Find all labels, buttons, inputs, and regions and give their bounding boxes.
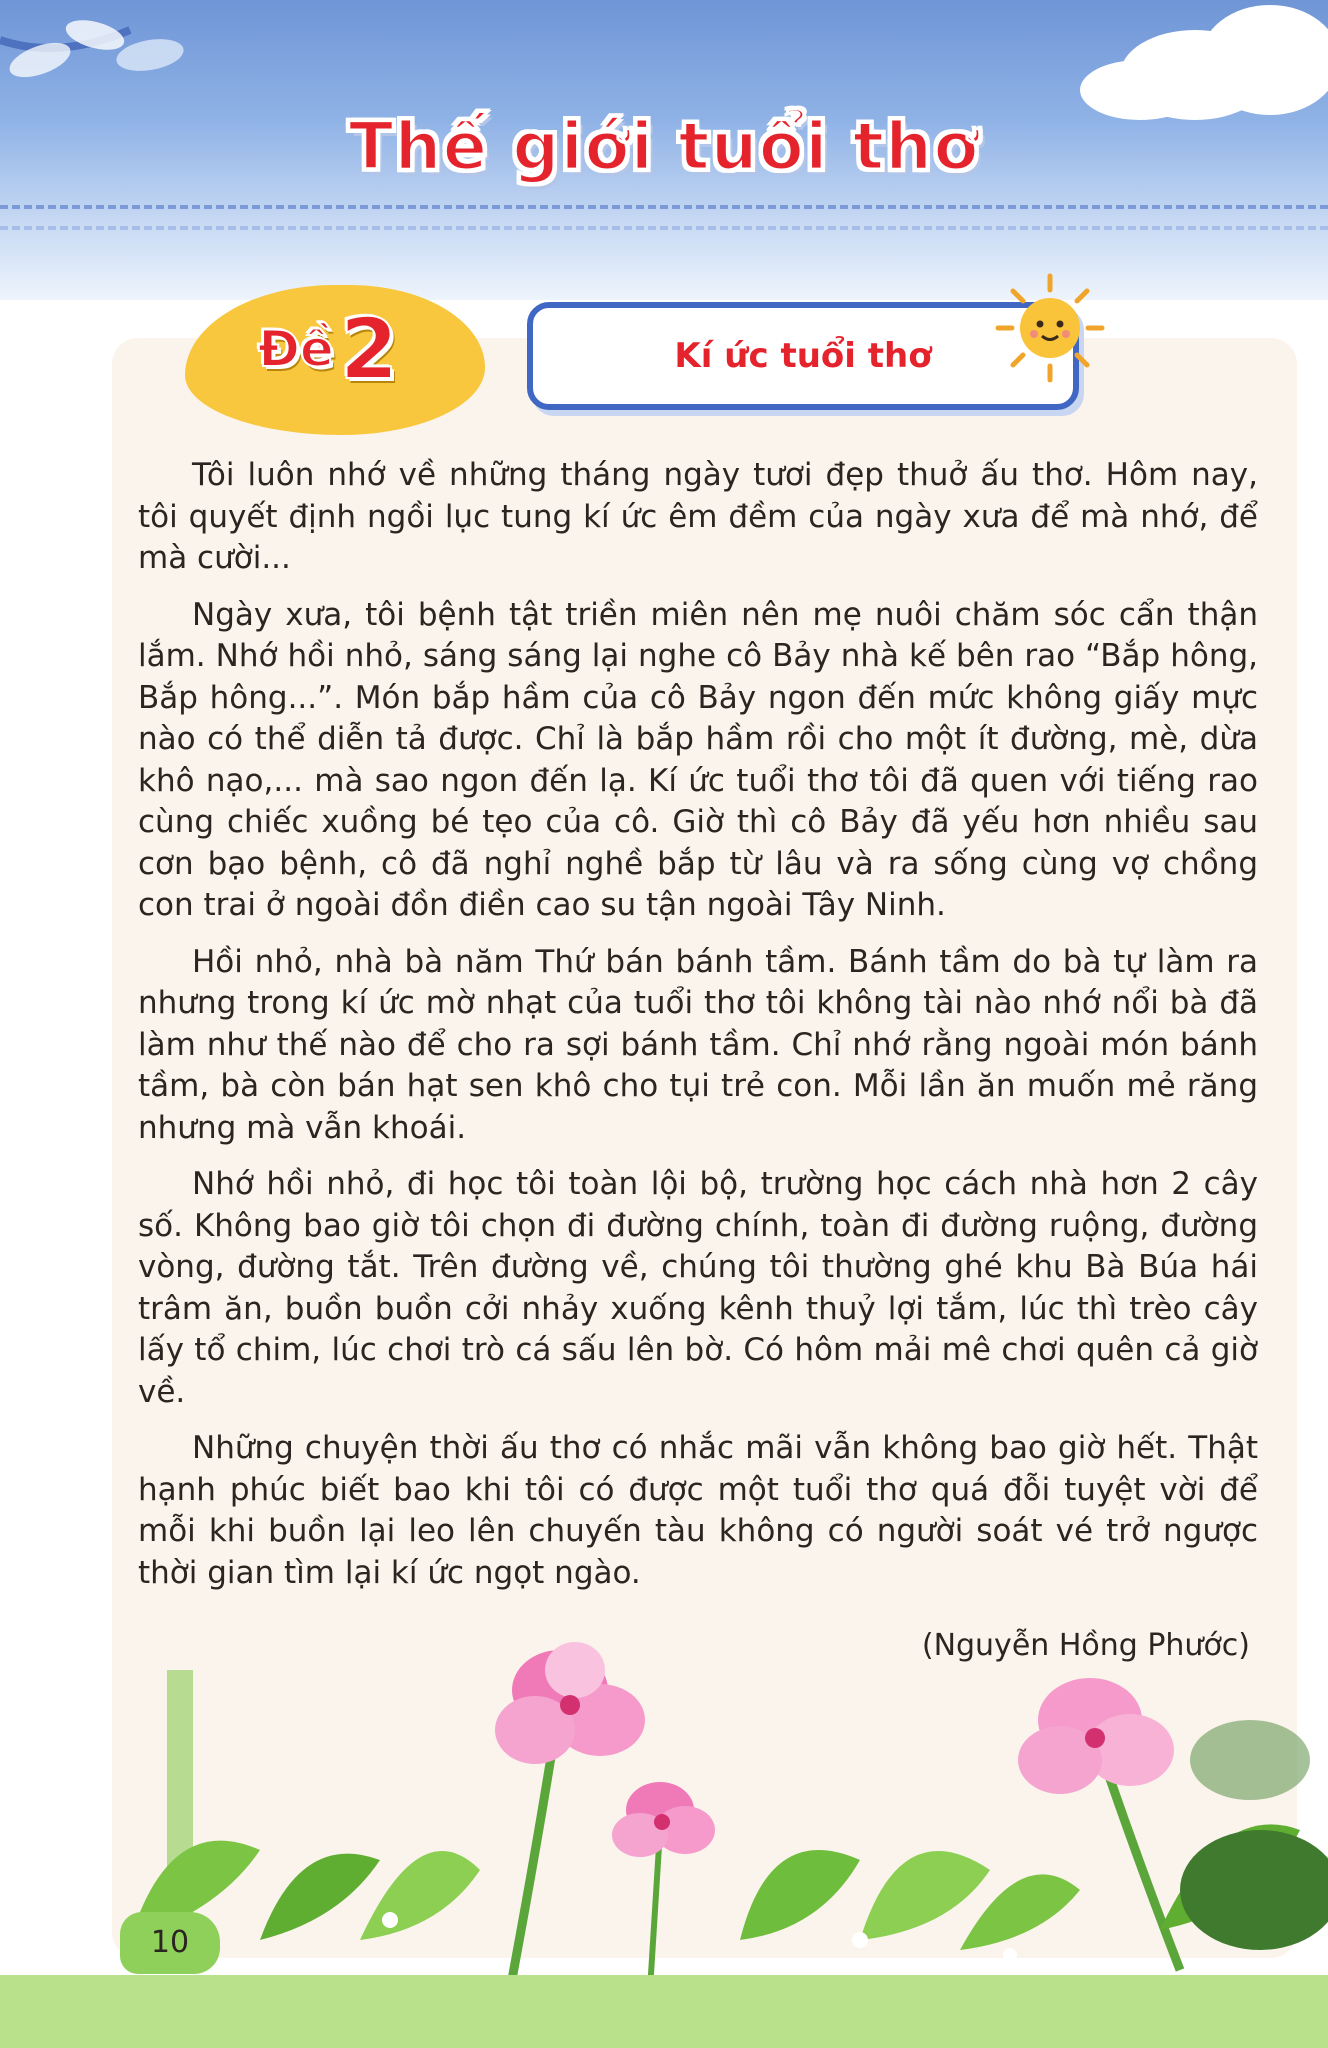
article-paragraph: Ngày xưa, tôi bệnh tật triền miên nên mẹ nuôi chăm sóc cẩn thận lắm. Nhớ hồi nhỏ, sáng sáng lại nghe cô Bảy nhà kế bên rao “Bắp hông, Bắp hông...”. Món bắp hầm của cô Bảy ngon đến mức không giấy mực nào có thể diễn tả được. Chỉ là bắp hầm rồi cho một ít đường, mè, dừa khô nạo,... mà sao ngon đến lạ. Kí ức tuổi thơ tôi đã quen với tiếng rao cùng chiếc xuồng bé tẹo của cô. Giờ thì cô Bảy đã yếu hơn nhiều sau cơn bạo bệnh, cô đã nghỉ nghề bắp từ lâu và ra sống cùng vợ chồng con trai ở ngoài đồn điền cao su tận ngoài Tây Ninh. [138,596,1258,923]
topic-title: Kí ức tuổi thơ [674,336,932,376]
flower-icon [495,1642,645,1764]
cloud-decoration [1200,5,1328,115]
article-paragraph: Nhớ hồi nhỏ, đi học tôi toàn lội bộ, trường học cách nhà hơn 2 cây số. Không bao giờ tôi chọn đi đường chính, toàn đi đường ruộng, đường vòng, đường tắt. Trên đường về, chúng tôi thường ghé khu Bà Búa hái trâm ăn, buồn buồn cởi nhảy xuống kênh thuỷ lợi tắm, lúc thì trèo cây lấy tổ chim, lúc chơi trò cá sấu lên bờ. Có hôm mải mê chơi quên cả giờ về. [138,1166,1258,1410]
article-paragraph: Hồi nhỏ, nhà bà năm Thứ bán bánh tầm. Bánh tầm do bà tự làm ra nhưng trong kí ức mờ nhạt của tuổi thơ tôi không tài nào nhớ nổi bà đã làm như thế nào để cho ra sợi bánh tầm. Chỉ nhớ rằng ngoài món bánh tầm, bà còn bán hạt sen khô cho tụi trẻ con. Mỗi lần ăn muốn mẻ răng nhưng mà vẫn khoái. [138,943,1258,1146]
article-paragraph: Những chuyện thời ấu thơ có nhắc mãi vẫn không bao giờ hết. Thật hạnh phúc biết bao khi tôi có được một tuổi thơ quá đỗi tuyệt vời để mỗi khi buồn lại leo lên chuyến tàu không có người soát vé trở ngược thời gian tìm lại kí ức ngọt ngào. [138,1430,1258,1591]
page-title: Thế giới tuổi thơ [348,108,980,185]
dashed-divider [0,205,1328,209]
article-paragraph: Tôi luôn nhớ về những tháng ngày tươi đẹp thuở ấu thơ. Hôm nay, tôi quyết định ngồi lục tung kí ức êm đềm của ngày xưa để mà nhớ, để mà cười... [138,457,1258,576]
dashed-divider [0,226,1328,230]
grass-ground [0,1975,1328,2048]
leaf-icon [130,1824,1300,1950]
article-author: (Nguyễn Hồng Phước) [921,1628,1250,1663]
article-body [138,455,1258,1609]
flower-icon [1018,1678,1174,1794]
page-number: 10 [120,1912,220,1974]
sun-icon [990,268,1110,388]
exercise-number [258,300,398,398]
exercise-digit: 2 [339,300,399,398]
exercise-label: Đề [258,320,334,378]
flower-icon [612,1782,715,1857]
